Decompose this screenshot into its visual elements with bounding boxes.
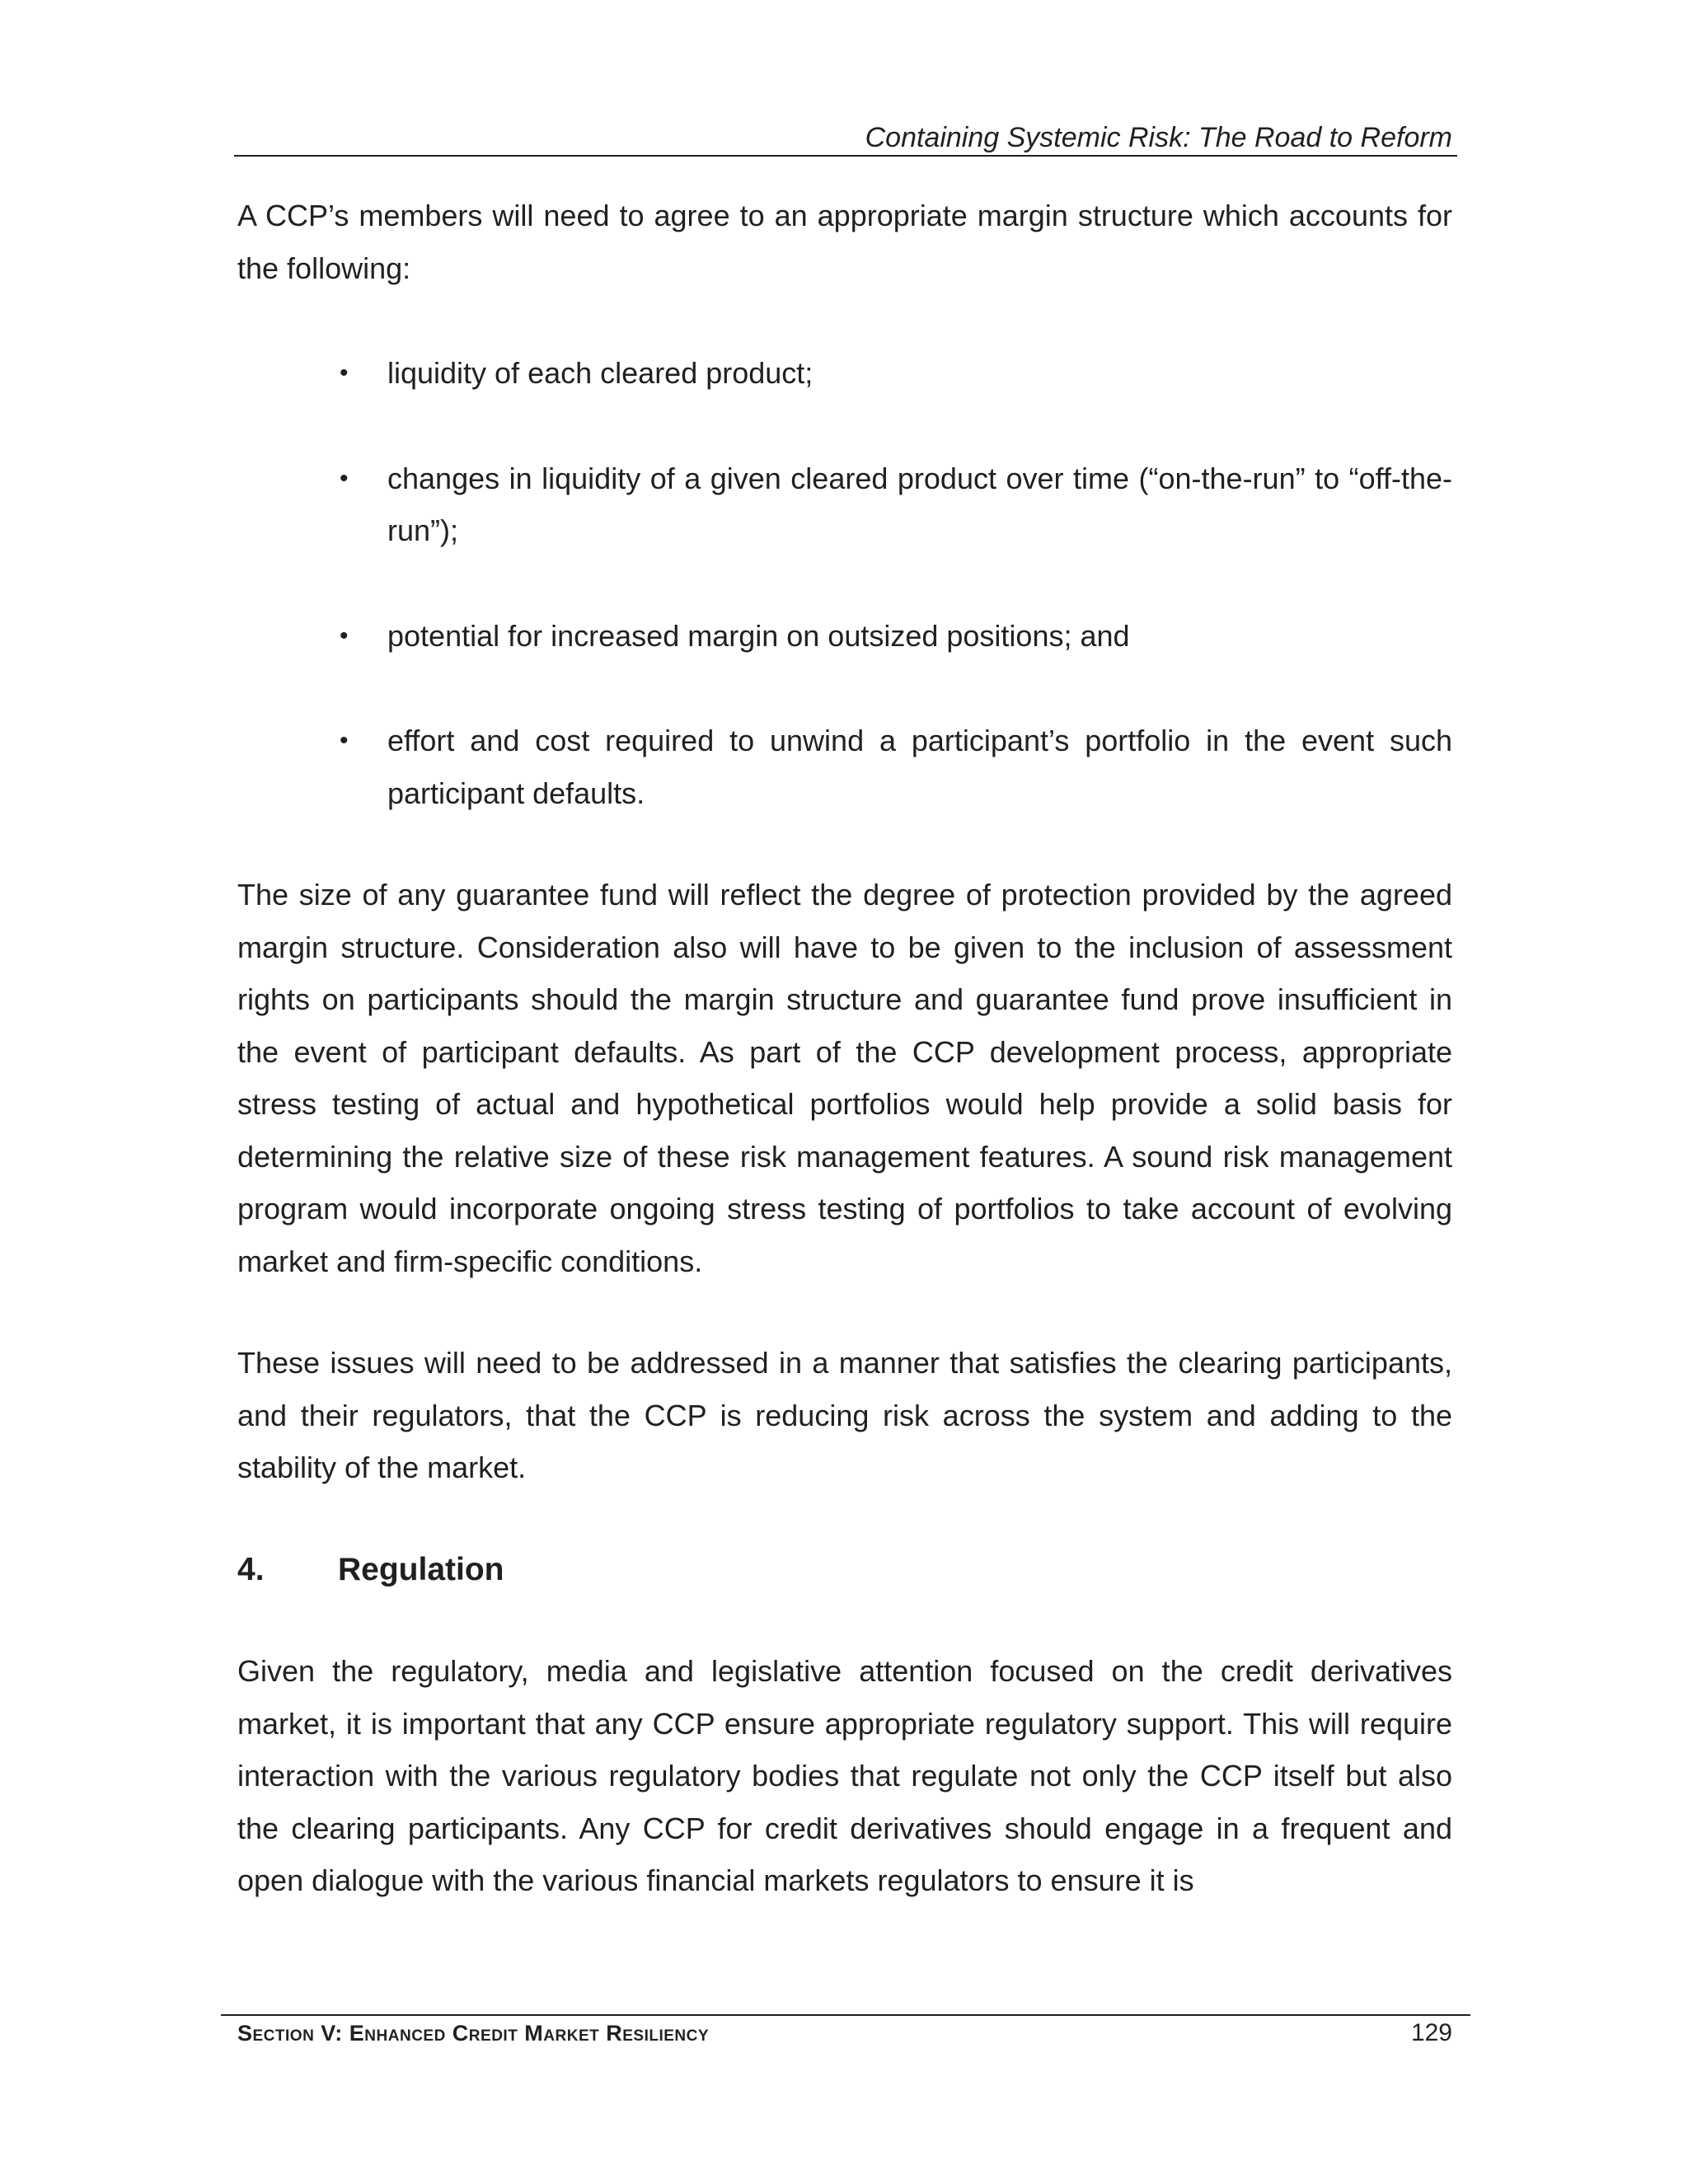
list-item [237, 610, 1452, 663]
list-item [237, 347, 1452, 400]
footer-section-label: Section V: Enhanced Credit Market Resiliency [237, 2021, 710, 2046]
list-item-text: effort and cost required to unwind a participant’s portfolio in the event such participant defaults. [387, 724, 1452, 810]
list-item-text: liquidity of each cleared product; [387, 356, 814, 390]
document-title: Containing Systemic Risk: The Road to Reform [865, 122, 1452, 153]
bullet-icon: • [340, 359, 349, 387]
page-body [237, 190, 1452, 1907]
margin-structure-list [237, 347, 1452, 819]
running-footer [221, 2014, 1470, 2049]
list-item [237, 452, 1452, 557]
list-item-text: changes in liquidity of a given cleared product over time (“on-the-run” to “off-the-run”); [387, 461, 1452, 547]
bullet-icon: • [340, 464, 349, 492]
bullet-icon: • [340, 621, 349, 649]
guarantee-fund-paragraph: The size of any guarantee fund will reflect the degree of protection provided by the agreed margin structure. Consideration also will have to be given to the inclusion of assessment rights on participants should the margin structure and guarantee fund prove insufficient in the event of participant defaults. As part of the CCP development process, appropriate stress testing of actual and hypothetical portfolios would help provide a solid basis for determining the relative size of these risk management features. A sound risk management program would incorporate ongoing stress testing of portfolios to take account of evolving market and firm-specific conditions. [237, 878, 1452, 1278]
issues-paragraph: These issues will need to be addressed in a manner that satisfies the clearing participants, and their regulators, that the CCP is reducing risk across the system and adding to the stability of the market. [237, 1346, 1452, 1484]
running-header [234, 115, 1457, 157]
section-title: Regulation [338, 1551, 504, 1587]
section-number: 4. [237, 1551, 265, 1587]
regulation-paragraph: Given the regulatory, media and legislative attention focused on the credit derivatives market, it is important that any CCP ensure appropriate regulatory support. This will require interaction with the various regulatory bodies that regulate not only the CCP itself but also the clearing participants. Any CCP for credit derivatives should engage in a frequent and open dialogue with the various financial markets regulators to ensure it is [237, 1654, 1452, 1897]
intro-paragraph: A CCP’s members will need to agree to an appropriate margin structure which accounts for the following: [237, 199, 1452, 285]
bullet-icon: • [340, 727, 349, 754]
section-heading [237, 1544, 1452, 1596]
list-item [237, 715, 1452, 819]
list-item-text: potential for increased margin on outsized positions; and [387, 618, 1130, 653]
page-number: 129 [1410, 2019, 1452, 2046]
